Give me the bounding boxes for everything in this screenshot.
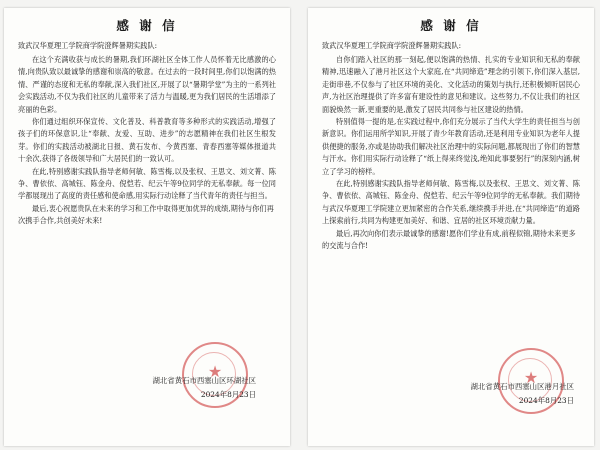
- letter-page-left: [4, 8, 290, 446]
- letter-closing: 最后,衷心祝愿贵队在未来的学习和工作中取得更加优异的成绩,期待与你们再次携手合作,共创美好未来!: [18, 203, 274, 226]
- seal-star-icon: ★: [207, 362, 223, 381]
- signature-date: 2024年8月23日: [200, 390, 256, 399]
- signature-date: 2024年8月23日: [518, 396, 574, 405]
- letter-paragraph: 在此,特别感谢实践队指导老师何敏、陈雪梅,以及张权、王思文、刘文菁、陈争、曹依依、高城钰、陈金舟、倪恺若、纪云午等9位同学的无私奉献。每一位同学都展现出了高度的责任感和使命感,用实际行动诠释了当代青年的责任与担当。: [18, 166, 276, 201]
- letter-page-right: [308, 8, 594, 446]
- signature-organization: 湖北省黄石市西塞山区港月社区: [470, 382, 574, 391]
- letter-paragraph: 你们通过组织环保宣传、文化普及、科普教育等多种形式的实践活动,增强了孩子们的环保意识,让“奉献、友爱、互助、进步”的志愿精神在我们社区生根发芽。你们的实践活动被湖北日报、黄石发布、今黄西塞、青春西塞等媒体报道共十余次,获得了各级领导和广大居民们的一致认可。: [18, 117, 276, 164]
- letter-title: 感 谢 信: [116, 18, 178, 33]
- letter-signature: [471, 380, 574, 408]
- letter-paragraph: 在这个充满收获与成长的暑期,我们环湖社区全体工作人员怀着无比感激的心情,向贵队致以最诚挚的感谢和崇高的敬意。在过去的一段时间里,你们以饱满的热情、严谨的态度和无私的奉献,深入我们社区,开展了以“暑期学堂”为主的一系列社会实践活动,不仅为我们社区的儿童带来了活力与温暖,更为我们居民的生活增添了亮丽的色彩。: [18, 55, 276, 114]
- letter-paragraph: 在此,特别感谢实践队指导老师何敏、陈雪梅,以及张权、王思文、刘文菁、陈争、曹依依、高城钰、陈金舟、倪恺若、纪云午等9位同学的无私奉献。我们期待与武汉华夏理工学院建立更加紧密的合作关系,继续携手并进,在“共同缔造”的道路上探索前行,共同为构建更加美好、和谐、宜居的社区环境贡献力量。: [322, 179, 580, 226]
- letter-salutation: 致武汉华夏理工学院商学院澄辉暑期实践队:: [322, 41, 461, 50]
- letter-salutation: 致武汉华夏理工学院商学院澄辉暑期实践队:: [18, 41, 157, 50]
- seal-star-icon: ★: [523, 368, 539, 387]
- letter-paragraph: 特别值得一提的是,在实践过程中,你们充分展示了当代大学生的责任担当与创新意识。你们运用所学知识,开展了青少年教育活动,还是利用专业知识为老年人提供便捷的服务,亦或是协助我们解决社区治理中的实际问题,都展现出了你们的智慧与汗水。你们用实际行动诠释了“纸上得来终觉浅,绝知此事要躬行”的深刻内涵,树立了学习的榜样。: [322, 117, 580, 176]
- signature-organization: 湖北省黄石市西塞山区环湖社区: [152, 376, 256, 385]
- letter-paragraph: 自你们踏入社区的那一刻起,便以饱满的热情、扎实的专业知识和无私的奉献精神,迅速融入了港月社区这个大家庭,在“共同缔造”理念的引领下,你们深入基层,走街串巷,不仅参与了社区环境的美化、文化活动的策划与执行,还积极倾听居民心声,为社区治理提供了许多富有建设性的意见和建议。这些努力,不仅让我们的社区面貌焕然一新,更重要的是,激发了居民共同参与社区建设的热情。: [322, 55, 580, 114]
- letter-title: 感 谢 信: [420, 18, 482, 33]
- letter-signature: [153, 374, 256, 402]
- letter-closing: 最后,再次向你们表示最诚挚的感谢!愿你们学业有成,前程似锦,期待未来更多的交流与合作!: [322, 228, 576, 251]
